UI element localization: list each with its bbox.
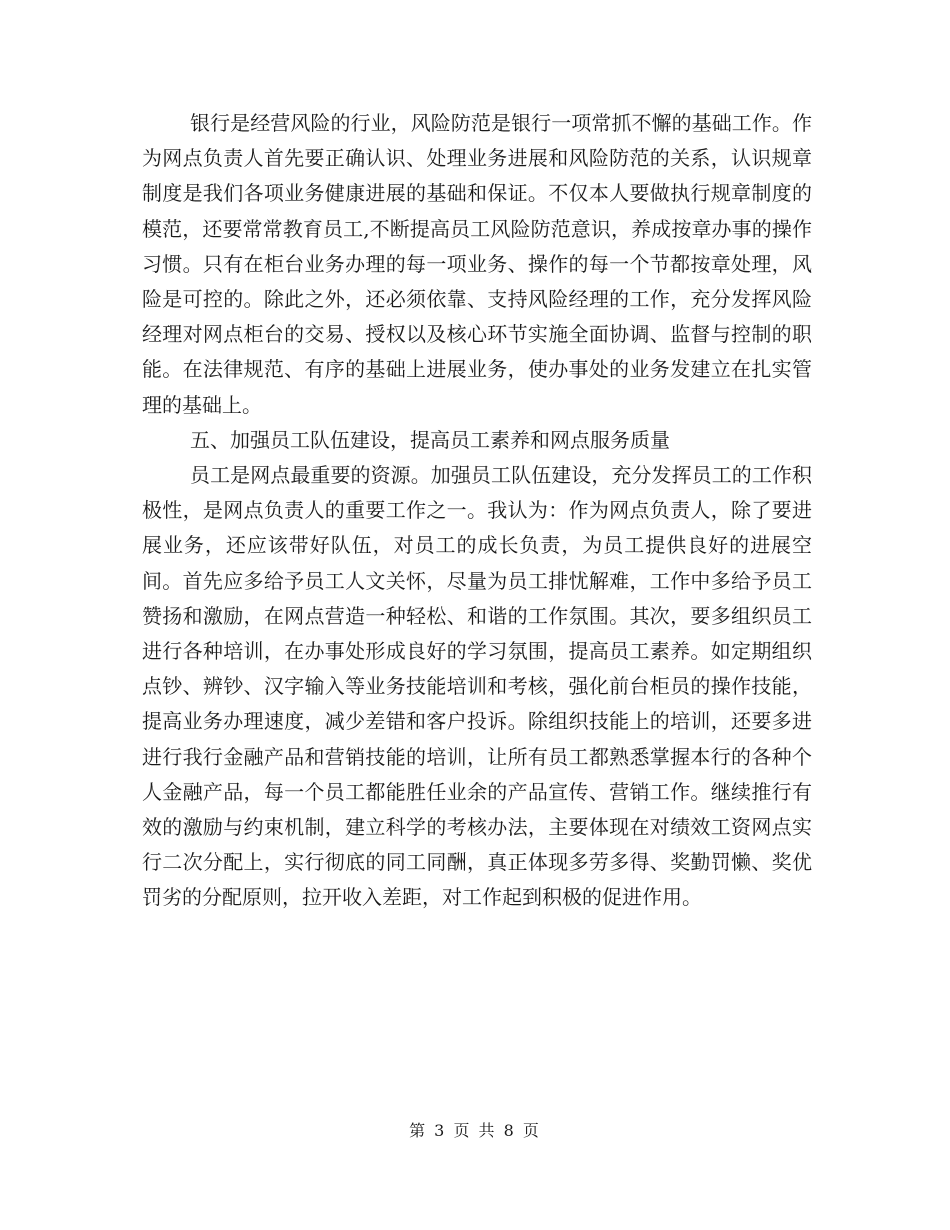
page-number-footer: 第 3 页 共 8 页 xyxy=(409,1121,541,1140)
paragraph-staff-building: 员工是网点最重要的资源。加强员工队伍建设，充分发挥员工的工作积极性，是网点负责人的重要工作之一。我认为：作为网点负责人，除了要进展业务，还应该带好队伍，对员工的成长负责，为员工提供良好的进展空间。首先应多给予员工人文关怀，尽量为员工排忧解难，工作中多给予员工赞扬和激励，在网点营造一种轻松、和谐的工作氛围。其次，要多组织员工进行各种培训，在办事处形成良好的学习氛围，提高员工素养。如定期组织点钞、辨钞、汉字输入等业务技能培训和考核，强化前台柜员的操作技能，提高业务办理速度，减少差错和客户投诉。除组织技能上的培训，还要多进进行我行金融产品和营销技能的培训，让所有员工都熟悉掌握本行的各种个人金融产品，每一个员工都能胜任业余的产品宣传、营销工作。继续推行有效的激励与约束机制，建立科学的考核办法，主要体现在对绩效工资网点实行二次分配上，实行彻底的同工同酬，真正体现多劳多得、奖勤罚懒、奖优罚劣的分配原则，拉开收入差距，对工作起到积极的促进作用。 xyxy=(142,463,812,910)
document-body xyxy=(142,106,812,916)
paragraph-risk-prevention: 银行是经营风险的行业，风险防范是银行一项常抓不懈的基础工作。作为网点负责人首先要正确认识、处理业务进展和风险防范的关系，认识规章制度是我们各项业务健康进展的基础和保证。不仅本人要做执行规章制度的模范，还要常常教育员工,不断提高员工风险防范意识，养成按章办事的操作习惯。只有在柜台业务办理的每一项业务、操作的每一个节都按章处理，风险是可控的。除此之外，还必须依靠、支持风险经理的工作，充分发挥风险经理对网点柜台的交易、授权以及核心环节实施全面协调、监督与控制的职能。在法律规范、有序的基础上进展业务，使办事处的业务发建立在扎实管理的基础上。 xyxy=(142,111,812,417)
section-heading-staff-building: 五、加强员工队伍建设，提高员工素养和网点服务质量 xyxy=(190,427,670,452)
